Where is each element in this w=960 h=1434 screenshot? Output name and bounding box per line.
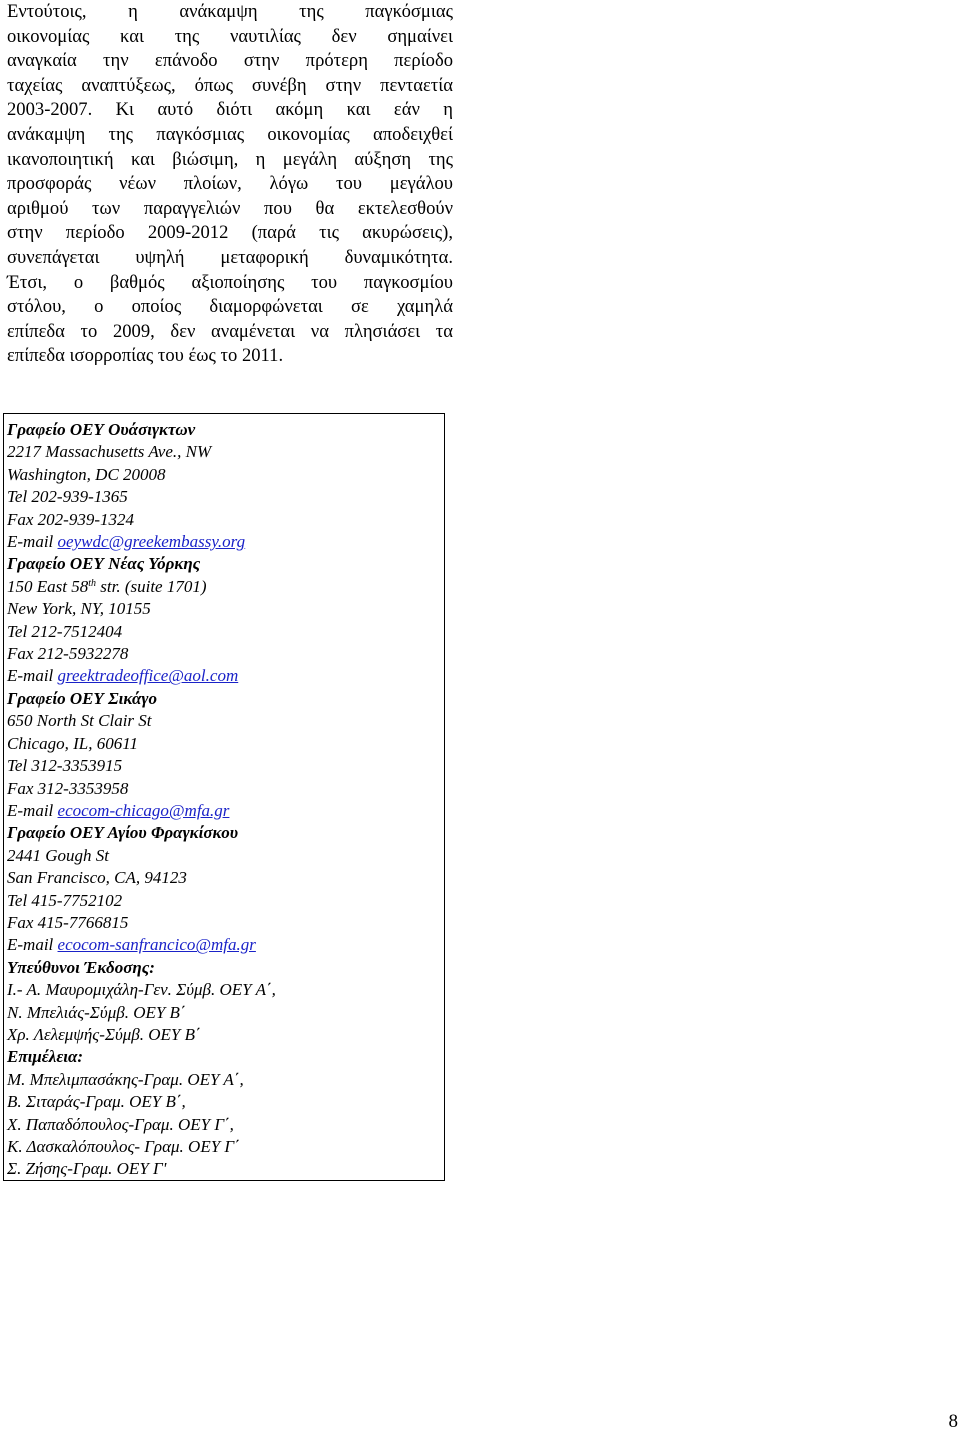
- office-fax: Fax 202-939-1324: [7, 509, 135, 529]
- address-text: 150 East 58: [7, 576, 89, 596]
- editor-name: Σ. Ζήσης-Γραμ. ΟΕΥ Γ': [7, 1159, 167, 1179]
- page-number: 8: [948, 1411, 958, 1432]
- editing-heading: Επιμέλεια:: [7, 1047, 84, 1067]
- email-link-san-francisco[interactable]: ecocom-sanfrancico@mfa.gr: [57, 935, 256, 955]
- editor-name: Μ. Μπελιμπασάκης-Γραμ. ΟΕΥ Α΄,: [7, 1069, 244, 1089]
- paragraph-line: Έτσι, ο βαθμός αξιοποίησης του παγκοσμίου: [7, 271, 453, 293]
- email-label: E-mail: [7, 935, 58, 955]
- email-label: E-mail: [7, 532, 58, 552]
- office-address-line: Washington, DC 20008: [7, 464, 166, 484]
- editor-name: Β. Σιταράς-Γραμ. ΟΕΥ Β΄,: [7, 1092, 186, 1112]
- paragraph-line: στην περίοδο 2009-2012 (παρά τις ακυρώσεις),: [7, 222, 453, 244]
- email-label: E-mail: [7, 666, 58, 686]
- publisher-name: Χρ. Λελεμψής-Σύμβ. ΟΕΥ Β΄: [7, 1024, 201, 1044]
- paragraph-line: αναγκαία την επάνοδο στην πρότερη περίοδο: [7, 50, 453, 72]
- body-paragraph: [7, 0, 453, 369]
- office-address-line: 650 North St Clair St: [7, 711, 152, 731]
- paragraph-line: 2003-2007. Κι αυτό διότι ακόμη και εάν η: [7, 99, 453, 121]
- paragraph-line: επίπεδα το 2009, δεν αναμένεται να πλησιάσει τα: [7, 320, 453, 342]
- office-tel: Tel 415-7752102: [7, 890, 123, 910]
- paragraph-line: συνεπάγεται υψηλή μεταφορική δυναμικότητα.: [7, 246, 453, 268]
- office-address-line: [7, 576, 444, 598]
- paragraph-line: ικανοποιητική και βιώσιμη, η μεγάλη αύξηση της: [7, 148, 453, 170]
- email-link-washington[interactable]: oeywdc@greekembassy.org: [57, 532, 246, 552]
- office-email-row: [7, 531, 444, 553]
- office-address-line: 2441 Gough St: [7, 845, 109, 865]
- editor-name: Κ. Δασκαλόπουλος- Γραμ. ΟΕΥ Γ΄: [7, 1137, 240, 1156]
- office-tel: Tel 212-7512404: [7, 621, 123, 641]
- paragraph-line: στόλου, ο οποίος διαμορφώνεται σε χαμηλά: [7, 296, 453, 318]
- office-address-line: 2217 Massachusetts Ave., NW: [7, 442, 212, 462]
- editor-name: Χ. Παπαδόπουλος-Γραμ. ΟΕΥ Γ΄,: [7, 1114, 234, 1134]
- office-fax: Fax 312-3353958: [7, 778, 129, 798]
- office-heading-san-francisco: Γραφείο ΟΕΥ Αγίου Φραγκίσκου: [7, 823, 239, 843]
- office-heading-washington: Γραφείο ΟΕΥ Ουάσιγκτων: [7, 420, 196, 439]
- paragraph-line: επίπεδα ισορροπίας του έως το 2011.: [7, 345, 284, 367]
- publisher-name: Ι.- Α. Μαυρομιχάλη-Γεν. Σύμβ. ΟΕΥ Α΄,: [7, 980, 276, 1000]
- address-text: str. (suite 1701): [96, 576, 207, 596]
- office-heading-new-york: Γραφείο ΟΕΥ Νέας Υόρκης: [7, 554, 201, 574]
- office-tel: Tel 202-939-1365: [7, 487, 128, 507]
- publisher-name: Ν. Μπελιάς-Σύμβ. ΟΕΥ Β΄: [7, 1002, 186, 1022]
- paragraph-line: Εντούτοις, η ανάκαμψη της παγκόσμιας: [7, 1, 453, 22]
- email-label: E-mail: [7, 800, 58, 820]
- office-email-row: [7, 934, 444, 956]
- office-address-line: New York, NY, 10155: [7, 599, 151, 619]
- publishers-heading: Υπεύθυνοι Έκδοσης:: [7, 957, 155, 977]
- office-fax: Fax 415-7766815: [7, 912, 129, 932]
- paragraph-line: ανάκαμψη της παγκόσμιας οικονομίας αποδειχθεί: [7, 123, 453, 145]
- office-heading-chicago: Γραφείο ΟΕΥ Σικάγο: [7, 688, 157, 708]
- office-email-row: [7, 665, 444, 687]
- paragraph-line: οικονομίας και της ναυτιλίας δεν σημαίνει: [7, 25, 453, 47]
- ordinal-suffix: th: [88, 577, 97, 589]
- office-email-row: [7, 800, 444, 822]
- office-address-line: Chicago, IL, 60611: [7, 733, 138, 753]
- paragraph-line: ταχείας αναπτύξεως, όπως συνέβη στην πενταετία: [7, 74, 453, 96]
- contact-box: [3, 413, 445, 1181]
- paragraph-line: αριθμού των παραγγελιών που θα εκτελεσθούν: [7, 197, 453, 219]
- email-link-chicago[interactable]: ecocom-chicago@mfa.gr: [57, 800, 230, 820]
- email-link-new-york[interactable]: greektradeoffice@aol.com: [57, 666, 239, 686]
- paragraph-line: προσφοράς νέων πλοίων, λόγω του μεγάλου: [7, 173, 453, 195]
- office-address-line: San Francisco, CA, 94123: [7, 868, 187, 888]
- office-fax: Fax 212-5932278: [7, 644, 129, 664]
- office-tel: Tel 312-3353915: [7, 756, 123, 776]
